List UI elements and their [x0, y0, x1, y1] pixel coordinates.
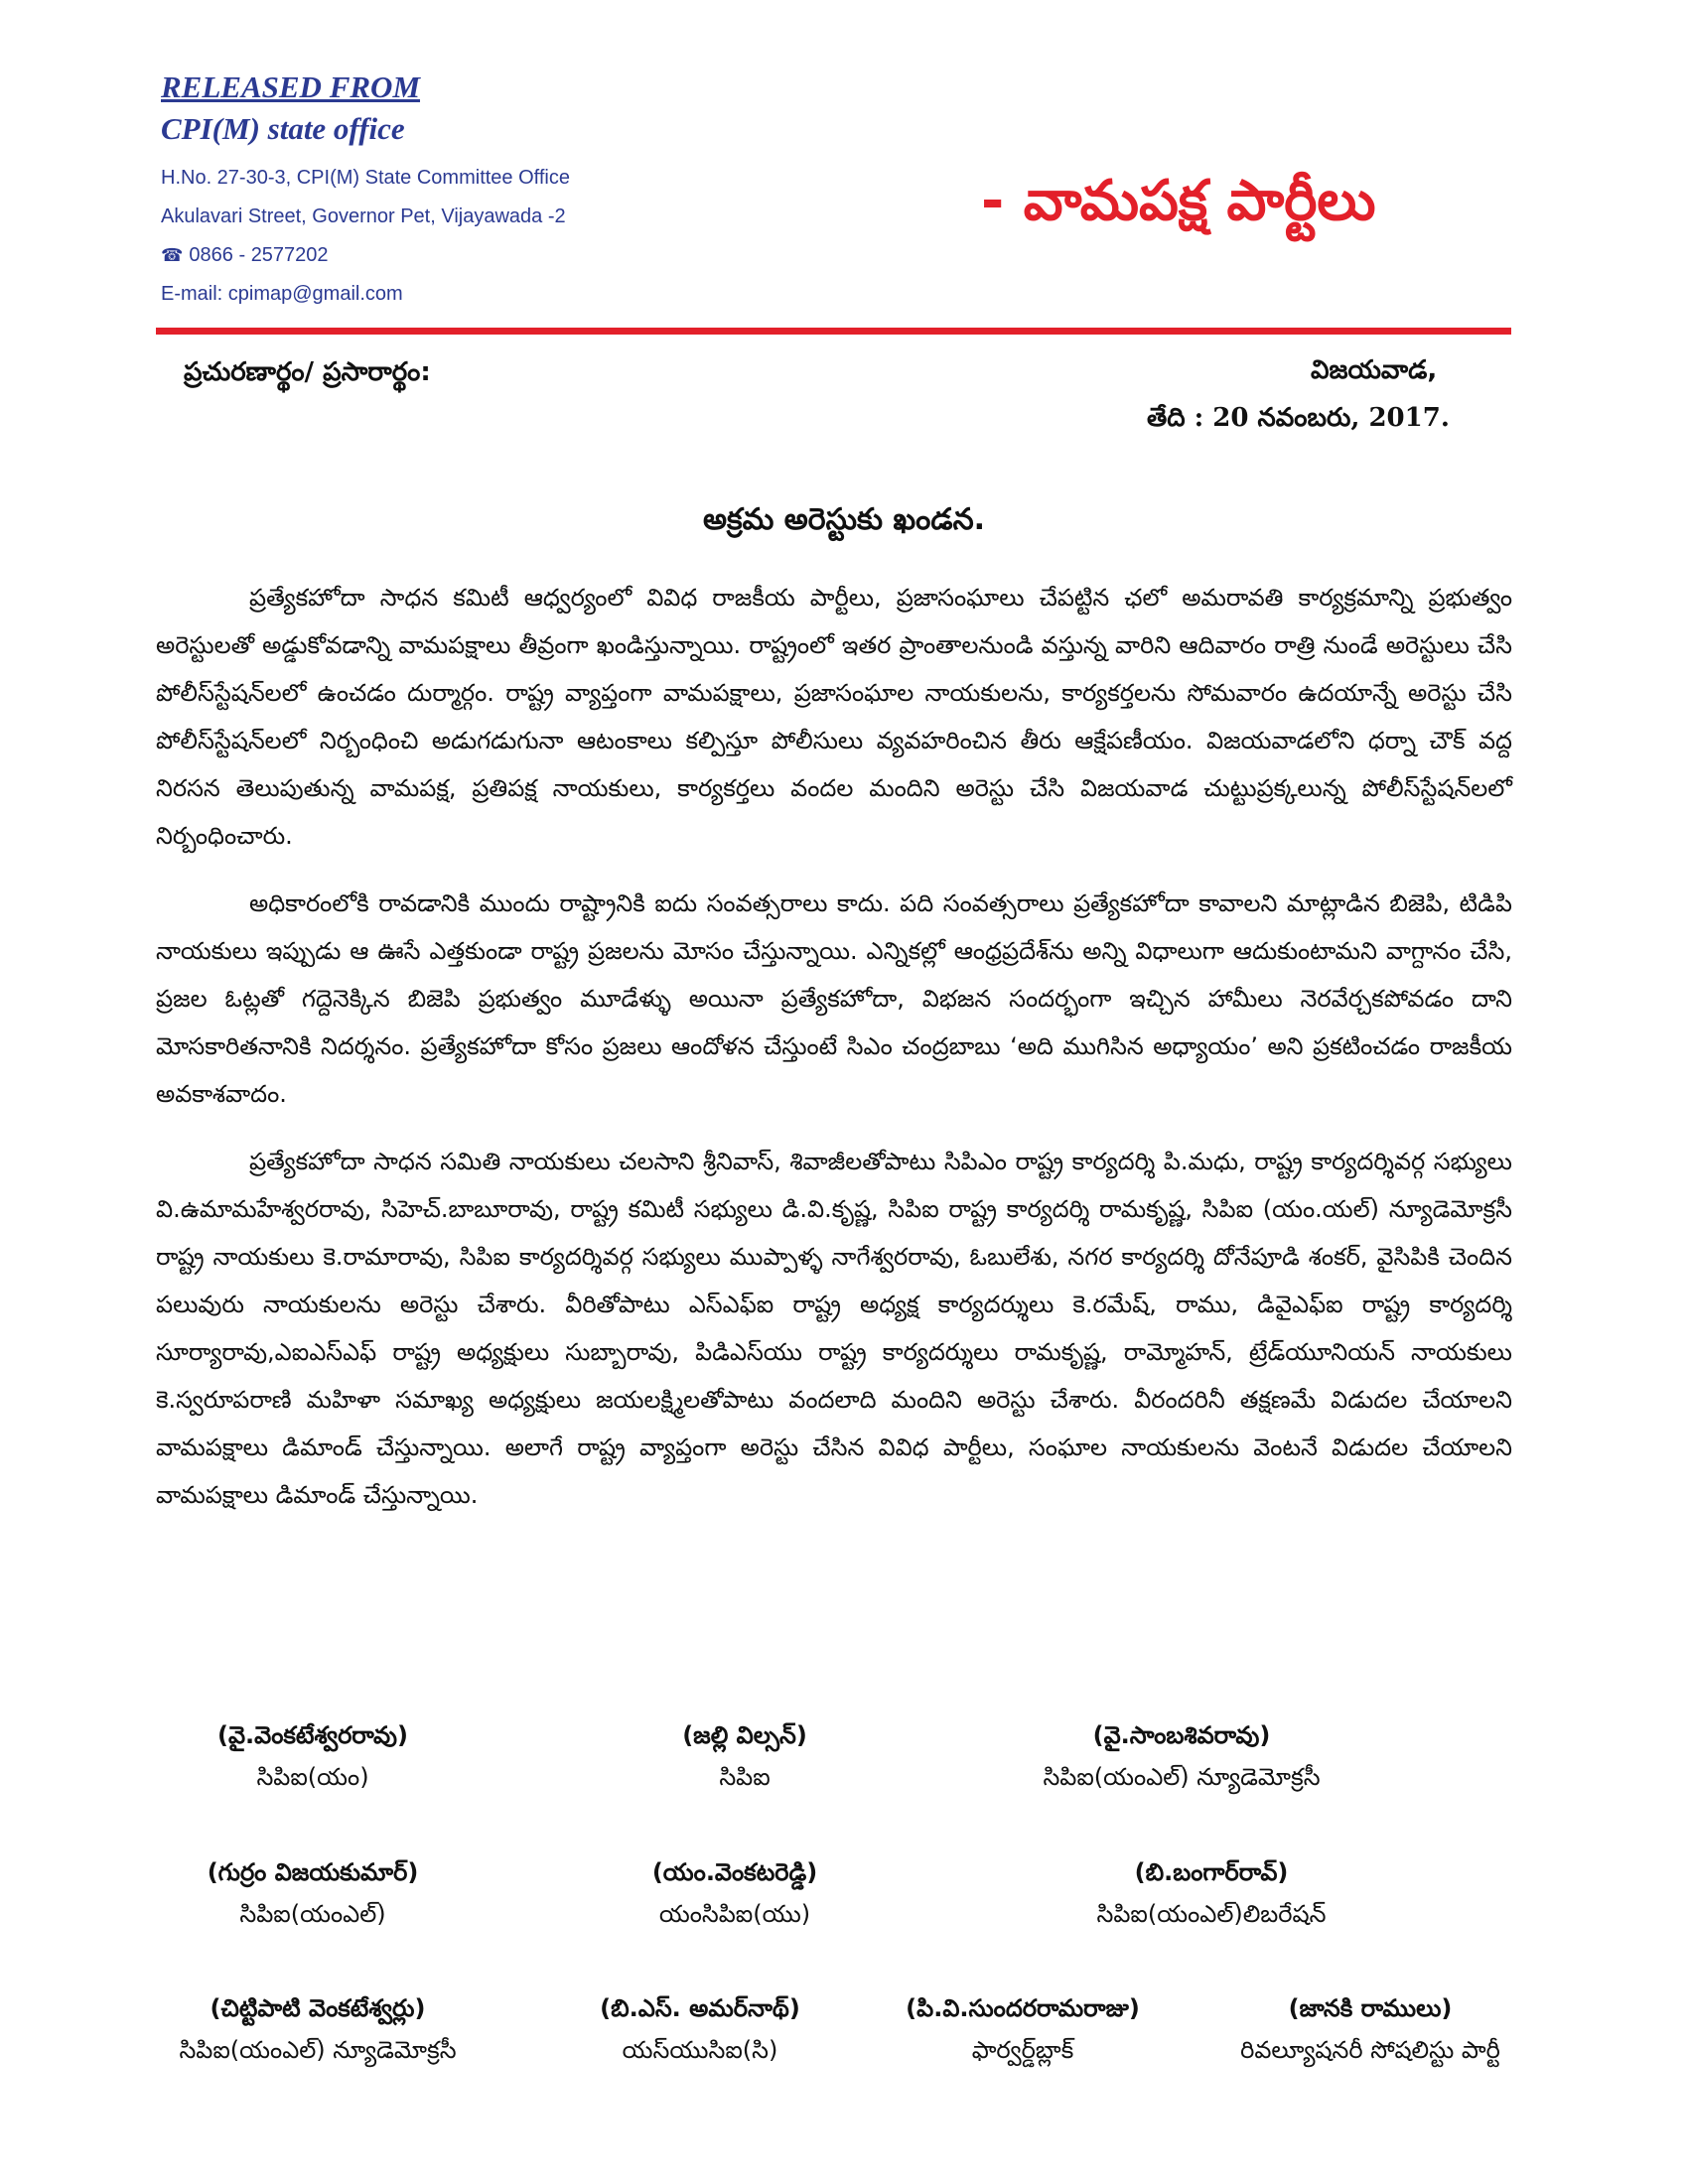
party-title: - వామపక్ష పార్టీలు [981, 169, 1376, 233]
address-line-2: Akulavari Street, Governor Pet, Vijayawada -2 [161, 205, 566, 227]
paragraph-1: ప్రత్యేకహోదా సాధన కమిటీ ఆధ్వర్యంలో వివిధ రాజకీయ పార్టీలు, ప్రజాసంఘాలు చేపట్టిన ఛలో అమరావతి కార్యక్రమాన్ని ప్రభుత్వం అరెస్టులతో అడ్డుకోవడాన్ని వామపక్షాలు తీవ్రంగా ఖండిస్తున్నాయి. రాష్ట్రంలో ఇతర ప్రాంతాలనుండి వస్తున్న వారిని ఆదివారం రాత్రి నుండే అరెస్టులు చేసి పోలీస్‌స్టేషన్‌లలో ఉంచడం దుర్మార్గం. రాష్ట్ర వ్యాప్తంగా వామపక్షాలు, ప్రజాసంఘాల నాయకులను, కార్యకర్తలను సోమవారం ఉదయాన్నే అరెస్టు చేసి పోలీస్‌స్టేషన్‌లలో నిర్బంధించి అడుగడుగునా ఆటంకాలు కల్పిస్తూ పోలీసులు వ్యవహరించిన తీరు ఆక్షేపణీయం. విజయవాడలోని ధర్నా చౌక్‌ వద్ద నిరసన తెలుపుతున్న వామపక్ష, ప్రతిపక్ష నాయకులు, కార్యకర్తలు వందల మందిని అరెస్టు చేసి విజయవాడ చుట్టుప్రక్కలున్న పోలీస్‌స్టేషన్‌లలో నిర్బంధించారు. [156, 584, 1512, 850]
signatory-party: సిపిఐ(యంఎల్‌)లిబరేషన్‌ [1096, 1900, 1327, 1928]
signatory [114, 1990, 521, 2068]
signatory [933, 1717, 1430, 1795]
signatory-name: (బి.బంగార్‌రావ్‌) [1134, 1858, 1289, 1886]
signatory-party: యంసిపిఐ(యు) [658, 1900, 811, 1928]
signatory [596, 1717, 894, 1795]
office-name: CPI(M) state office [161, 111, 405, 146]
header-divider [156, 328, 1511, 335]
signatory-party: సిపిఐ(యంఎల్‌) [239, 1900, 386, 1928]
signatory-name: (బి.ఎస్‌. అమర్‌నాథ్‌) [600, 1994, 800, 2022]
signatory [993, 1854, 1430, 1932]
paragraph-3: ప్రత్యేకహోదా సాధన సమితి నాయకులు చలసాని శ్రీనివాస్‌, శివాజీలతోపాటు సిపిఎం రాష్ట్ర కార్యదర్శి పి.మధు, రాష్ట్ర కార్యదర్శివర్గ సభ్యులు వి.ఉమామహేశ్వరరావు, సిహెచ్‌.బాబూరావు, రాష్ట్ర కమిటీ సభ్యులు డి.వి.కృష్ణ, సిపిఐ రాష్ట్ర కార్యదర్శి రామకృష్ణ, సిపిఐ (యం.యల్‌) న్యూడెమోక్రసీ రాష్ట్ర నాయకులు కె.రామారావు, సిపిఐ కార్యదర్శివర్గ సభ్యులు ముప్పాళ్ళ నాగేశ్వరరావు, ఓబులేశు, నగర కార్యదర్శి దోనేపూడి శంకర్‌, వైసిపికి చెందిన పలువురు నాయకులను అరెస్టు చేశారు. వీరితోపాటు ఎస్‌ఎఫ్‌ఐ రాష్ట్ర అధ్యక్ష కార్యదర్శులు కె.రమేష్‌, రాము, డివైఎఫ్‌ఐ రాష్ట్ర కార్యదర్శి సూర్యారావు,ఎఐఎస్‌ఎఫ్‌ రాష్ట్ర అధ్యక్షులు సుబ్బారావు, పిడిఎస్‌యు రాష్ట్ర కార్యదర్శులు రామకృష్ణ, రామ్మోహన్‌, ట్రేడ్‌యూనియన్‌ నాయకులు కె.స్వరూపరాణి మహిళా సమాఖ్య అధ్యక్షులు జయలక్ష్మిలతోపాటు వందలాది మందిని అరెస్టు చేశారు. వీరందరినీ తక్షణమే విడుదల చేయాలని వామపక్షాలు డిమాండ్‌ చేస్తున్నాయి. అలాగే రాష్ట్ర వ్యాప్తంగా అరెస్టు చేసిన వివిధ పార్టీలు, సంఘాల నాయకులను వెంటనే విడుదల చేయాలని వామపక్షాలు డిమాండ్‌ చేస్తున్నాయి. [156, 1148, 1512, 1509]
signatory [864, 1990, 1182, 2068]
signatory-name: (పి.వి.సుందరరామరాజు) [906, 1994, 1140, 2022]
signatory-name: (చిట్టిపాటి వెంకటేశ్వర్లు) [210, 1994, 426, 2022]
signatory-name: (యం.వెంకటరెడ్డి) [651, 1858, 818, 1886]
signatory-party: యస్‌యుసిఐ(సి) [622, 2036, 778, 2064]
signatory [551, 1990, 849, 2068]
date-label: తేది : 20 నవంబరు, 2017. [1147, 403, 1450, 433]
signatory [149, 1717, 477, 1795]
paragraph-2: అధికారంలోకి రావడానికి ముందు రాష్ట్రానికి ఐదు సంవత్సరాలు కాదు. పది సంవత్సరాలు ప్రత్యేకహోదా కావాలని మాట్లాడిన బిజెపి, టిడిపి నాయకులు ఇప్పుడు ఆ ఊసే ఎత్తకుండా రాష్ట్ర ప్రజలను మోసం చేస్తున్నాయి. ఎన్నికల్లో ఆంధ్రప్రదేశ్‌ను అన్ని విధాలుగా ఆదుకుంటామని వాగ్దానం చేసి, ప్రజల ఓట్లతో గద్దెనెక్కిన బిజెపి ప్రభుత్వం మూడేళ్ళు అయినా ప్రత్యేకహోదా, విభజన సందర్భంగా ఇచ్చిన హామీలు నెరవేర్చకపోవడం దాని మోసకారితనానికి నిదర్శనం. ప్రత్యేకహోదా కోసం ప్రజలు ఆందోళన చేస్తుంటే సిఎం చంద్రబాబు ‘అది ముగిసిన అధ్యాయం’ అని ప్రకటించడం రాజకీయ అవకాశవాదం. [156, 889, 1512, 1108]
signatory-name: (జల్లి విల్సన్‌) [682, 1721, 807, 1749]
signatory-name: (జానకి రాములు) [1288, 1994, 1453, 2022]
released-from-label: RELEASED FROM [161, 69, 421, 104]
signatory [576, 1854, 894, 1932]
phone-icon: ☎ [161, 245, 184, 265]
letterhead [161, 68, 570, 314]
address-line-1: H.No. 27-30-3, CPI(M) State Committee Office [161, 167, 570, 189]
signatory [149, 1854, 477, 1932]
release-label: ప్రచురణార్థం/ ప్రసారార్థం: [184, 357, 431, 387]
signatory-name: (గుర్రం విజయకుమార్‌) [207, 1858, 419, 1886]
signatory-party: సిపిఐ(యంఎల్‌) న్యూడెమోక్రసీ [179, 2036, 457, 2064]
signatory [1187, 1990, 1554, 2068]
signatory-name: (వై.సాంబశివరావు) [1092, 1721, 1271, 1749]
signatory-party: ఫార్వర్డ్‌బ్లాక్‌ [971, 2036, 1074, 2064]
signatory-party: సిపిఐ [719, 1763, 771, 1791]
signatory-party: సిపిఐ(యంఎల్‌) న్యూడెమోక్రసీ [1043, 1763, 1321, 1791]
phone-line [161, 236, 570, 275]
signatory-party: సిపిఐ(యం) [256, 1763, 369, 1791]
signatory-party: రివల్యూషనరీ సోషలిస్టు పార్టీ [1240, 2036, 1500, 2064]
phone-number: 0866 - 2577202 [189, 244, 329, 266]
document-heading: అక్రమ అరెస్టుకు ఖండన. [702, 502, 986, 537]
signatory-name: (వై.వెంకటేశ్వరరావు) [217, 1721, 408, 1749]
body-text [156, 574, 1512, 1539]
email-line: E-mail: cpimap@gmail.com [161, 283, 403, 305]
city-label: విజయవాడ, [1311, 355, 1438, 385]
